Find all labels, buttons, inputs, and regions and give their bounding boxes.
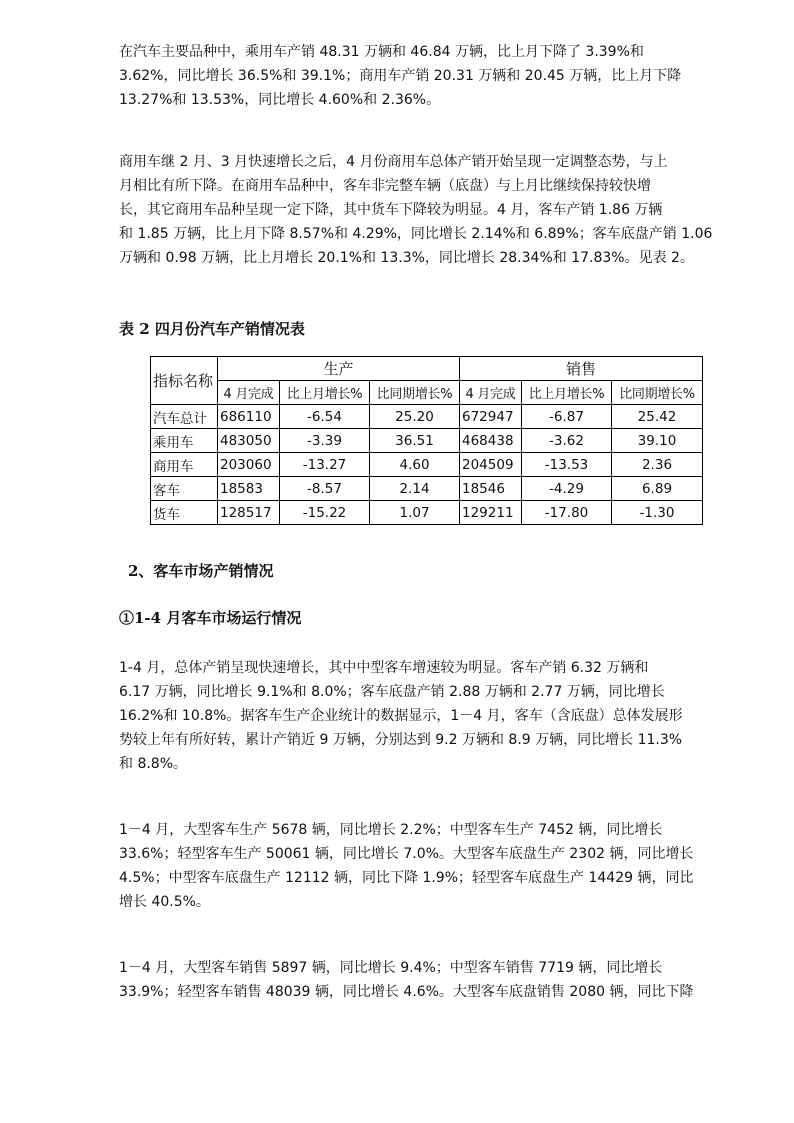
table-cell: -6.87 bbox=[522, 405, 612, 429]
text-line: 和 1.85 万辆，比上月下降 8.57%和 4.29%，同比增长 2.14%和 6.89%；客车底盘产销 1.06 bbox=[119, 226, 713, 242]
subheader-cell: 4 月完成 bbox=[460, 381, 522, 405]
paragraph-commercial-vehicles bbox=[119, 150, 735, 270]
text-line: 万辆和 0.98 万辆，比上月增长 20.1%和 13.3%，同比增长 28.34%和 17.83%。见表 2。 bbox=[119, 250, 694, 266]
subheader-cell: 比同期增长% bbox=[612, 381, 703, 405]
paragraph-bus-market-overview bbox=[119, 656, 735, 776]
subheader-cell: 比同期增长% bbox=[370, 381, 460, 405]
text-line: 长，其它商用车品种呈现一定下降，其中货车下降较为明显。4 月，客车产销 1.86 万辆 bbox=[119, 202, 663, 218]
table-cell: 128517 bbox=[218, 501, 280, 525]
row-name: 货车 bbox=[151, 501, 218, 525]
text-line: 在汽车主要品种中，乘用车产销 48.31 万辆和 46.84 万辆，比上月下降了 3.39%和 bbox=[119, 44, 644, 60]
table-row bbox=[151, 453, 703, 477]
table-subheader-row bbox=[151, 381, 703, 405]
table-cell: -13.27 bbox=[280, 453, 370, 477]
row-name: 客车 bbox=[151, 477, 218, 501]
text-line: 势较上年有所好转，累计产销近 9 万辆，分别达到 9.2 万辆和 8.9 万辆，同比增长 11.3% bbox=[119, 732, 683, 748]
table-row bbox=[151, 405, 703, 429]
subheader-cell: 比上月增长% bbox=[280, 381, 370, 405]
subheader-cell: 4 月完成 bbox=[218, 381, 280, 405]
header-production: 生产 bbox=[218, 357, 460, 381]
text-line: 13.27%和 13.53%，同比增长 4.60%和 2.36%。 bbox=[119, 92, 441, 108]
text-line: 33.6%；轻型客车生产 50061 辆，同比增长 7.0%。大型客车底盘生产 2302 辆，同比增长 bbox=[119, 846, 694, 862]
text-line: 16.2%和 10.8%。据客车生产企业统计的数据显示，1－4 月，客车（含底盘）总体发展形 bbox=[119, 708, 683, 724]
table-cell: 686110 bbox=[218, 405, 280, 429]
text-line: 增长 40.5%。 bbox=[119, 894, 210, 910]
table-cell: 203060 bbox=[218, 453, 280, 477]
text-line: 4.5%；中型客车底盘生产 12112 辆，同比下降 1.9%；轻型客车底盘生产 14429 辆，同比 bbox=[119, 870, 694, 886]
table-cell: -13.53 bbox=[522, 453, 612, 477]
table-cell: 129211 bbox=[460, 501, 522, 525]
paragraph-bus-production bbox=[119, 818, 735, 914]
table-row bbox=[151, 477, 703, 501]
header-sales: 销售 bbox=[460, 357, 703, 381]
subsection-heading: ①1-4 月客车市场运行情况 bbox=[119, 609, 302, 627]
table-cell: 483050 bbox=[218, 429, 280, 453]
table-cell: 39.10 bbox=[612, 429, 703, 453]
table-cell: 1.07 bbox=[370, 501, 460, 525]
table-cell: -1.30 bbox=[612, 501, 703, 525]
header-indicator-name: 指标名称 bbox=[151, 357, 218, 405]
table-cell: -3.39 bbox=[280, 429, 370, 453]
paragraph-passenger-commercial bbox=[119, 40, 735, 112]
table-cell: 2.14 bbox=[370, 477, 460, 501]
section-heading: 2、客车市场产销情况 bbox=[128, 562, 274, 580]
table-cell: 6.89 bbox=[612, 477, 703, 501]
text-line: 商用车继 2 月、3 月快速增长之后，4 月份商用车总体产销开始呈现一定调整态势，与上 bbox=[119, 154, 668, 170]
text-line: 3.62%，同比增长 36.5%和 39.1%；商用车产销 20.31 万辆和 20.45 万辆，比上月下降 bbox=[119, 68, 682, 84]
text-line: 6.17 万辆，同比增长 9.1%和 8.0%；客车底盘产销 2.88 万辆和 2.77 万辆，同比增长 bbox=[119, 684, 665, 700]
table-cell: -3.62 bbox=[522, 429, 612, 453]
table-cell: -15.22 bbox=[280, 501, 370, 525]
table-cell: 672947 bbox=[460, 405, 522, 429]
table-row bbox=[151, 429, 703, 453]
subheader-cell: 比上月增长% bbox=[522, 381, 612, 405]
table-row bbox=[151, 501, 703, 525]
table-cell: 2.36 bbox=[612, 453, 703, 477]
paragraph-bus-sales bbox=[119, 956, 735, 1004]
row-name: 汽车总计 bbox=[151, 405, 218, 429]
text-line: 33.9%；轻型客车销售 48039 辆，同比增长 4.6%。大型客车底盘销售 2080 辆，同比下降 bbox=[119, 984, 694, 1000]
table-cell: 18546 bbox=[460, 477, 522, 501]
text-line: 1－4 月，大型客车生产 5678 辆，同比增长 2.2%；中型客车生产 7452 辆，同比增长 bbox=[119, 822, 663, 838]
table-cell: 18583 bbox=[218, 477, 280, 501]
production-sales-table bbox=[150, 356, 703, 525]
table-cell: -6.54 bbox=[280, 405, 370, 429]
text-line: 月相比有所下降。在商用车品种中，客车非完整车辆（底盘）与上月比继续保持较快增 bbox=[119, 178, 651, 194]
table-header-row bbox=[151, 357, 703, 381]
table-cell: 25.42 bbox=[612, 405, 703, 429]
text-line: 1－4 月，大型客车销售 5897 辆，同比增长 9.4%；中型客车销售 7719 辆，同比增长 bbox=[119, 960, 663, 976]
text-line: 和 8.8%。 bbox=[119, 756, 188, 772]
text-line: 1-4 月，总体产销呈现快速增长，其中中型客车增速较为明显。客车产销 6.32 万辆和 bbox=[119, 660, 649, 676]
table-cell: 4.60 bbox=[370, 453, 460, 477]
table-cell: 204509 bbox=[460, 453, 522, 477]
table-cell: -4.29 bbox=[522, 477, 612, 501]
table-cell: 468438 bbox=[460, 429, 522, 453]
table-cell: -17.80 bbox=[522, 501, 612, 525]
table-cell: -8.57 bbox=[280, 477, 370, 501]
table-title: 表 2 四月份汽车产销情况表 bbox=[119, 320, 305, 338]
row-name: 商用车 bbox=[151, 453, 218, 477]
table-cell: 25.20 bbox=[370, 405, 460, 429]
table-cell: 36.51 bbox=[370, 429, 460, 453]
row-name: 乘用车 bbox=[151, 429, 218, 453]
